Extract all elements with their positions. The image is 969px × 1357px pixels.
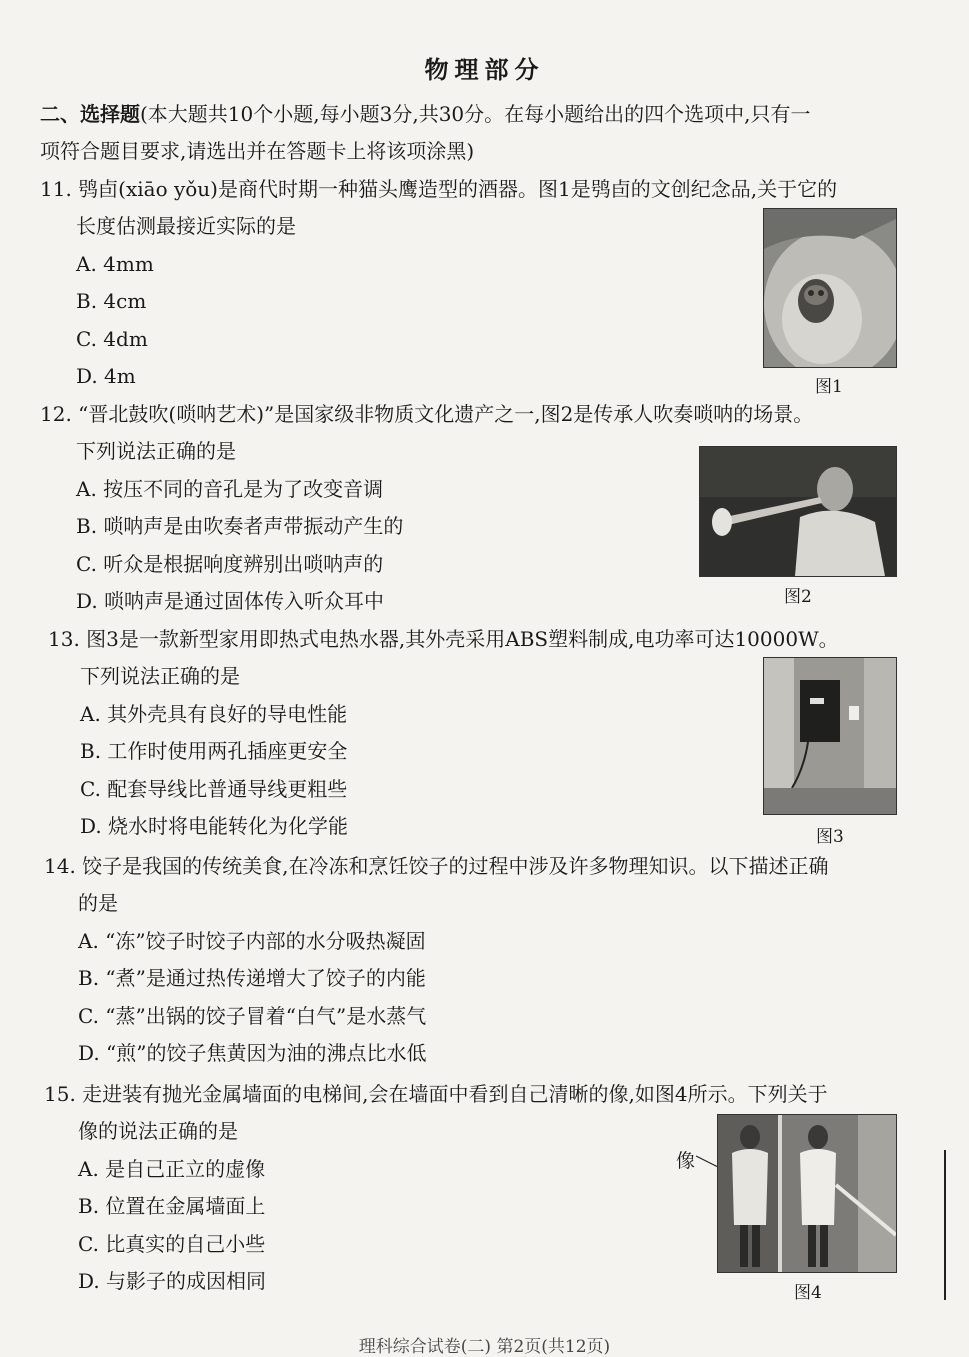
q13-option-d: D. 烧水时将电能转化为化学能 — [80, 814, 349, 838]
q14-option-b: B. “煮”是通过热传递增大了饺子的内能 — [78, 966, 426, 990]
figure-4-caption: 图4 — [794, 1283, 822, 1303]
section-intro-line2: 项符合题目要求,请选出并在答题卡上将该项涂黑) — [40, 139, 475, 163]
q12-option-c: C. 听众是根据响度辨别出唢呐声的 — [76, 552, 384, 576]
q15-option-a: A. 是自己正立的虚像 — [78, 1157, 266, 1181]
figure-2-caption: 图2 — [784, 587, 812, 607]
q14-option-d: D. “煎”的饺子焦黄因为油的沸点比水低 — [78, 1041, 427, 1065]
figure-1-photo — [763, 208, 897, 368]
q15-option-c: C. 比真实的自己小些 — [78, 1232, 266, 1256]
q12-stem-line2: 下列说法正确的是 — [76, 439, 236, 463]
section-heading: 二、选择题 — [40, 102, 140, 126]
q11-option-a: A. 4mm — [76, 252, 154, 276]
q14-option-c: C. “蒸”出锅的饺子冒着“白气”是水蒸气 — [78, 1004, 427, 1028]
figure-4-image-label: 像 — [676, 1150, 696, 1172]
q13-stem-line2: 下列说法正确的是 — [80, 664, 240, 688]
figure-2-photo — [699, 446, 897, 577]
page-footer: 理科综合试卷(二) 第2页(共12页) — [358, 1337, 611, 1357]
q11-stem-line1: 11. 鸮卣(xiāo yǒu)是商代时期一种猫头鹰造型的酒器。图1是鸮卣的文创纪念品,关于它的 — [40, 177, 838, 201]
page-title: 物理部分 — [424, 55, 545, 84]
q11-stem-line2: 长度估测最接近实际的是 — [76, 214, 296, 238]
q14-stem-line1: 14. 饺子是我国的传统美食,在冷冻和烹饪饺子的过程中涉及许多物理知识。以下描述正确 — [44, 854, 829, 878]
figure-3-photo — [763, 657, 897, 815]
figure-1-caption: 图1 — [815, 377, 843, 397]
page-edge-mark — [944, 1150, 946, 1300]
q13-option-b: B. 工作时使用两孔插座更安全 — [80, 739, 348, 763]
q15-option-b: B. 位置在金属墙面上 — [78, 1194, 266, 1218]
q14-option-a: A. “冻”饺子时饺子内部的水分吸热凝固 — [78, 929, 426, 953]
q12-stem-line1: 12. “晋北鼓吹(唢呐艺术)”是国家级非物质文化遗产之一,图2是传承人吹奏唢呐的场景。 — [40, 402, 814, 426]
q11-option-d: D. 4m — [76, 364, 136, 388]
q12-option-d: D. 唢呐声是通过固体传入听众耳中 — [76, 589, 385, 613]
q13-option-c: C. 配套导线比普通导线更粗些 — [80, 777, 348, 801]
section-intro-text: (本大题共10个小题,每小题3分,共30分。在每小题给出的四个选项中,只有一 — [140, 102, 811, 126]
q14-stem-line2: 的是 — [78, 891, 118, 915]
q12-option-b: B. 唢呐声是由吹奏者声带振动产生的 — [76, 514, 404, 538]
q11-option-c: C. 4dm — [76, 327, 148, 351]
q15-stem-line1: 15. 走进装有抛光金属墙面的电梯间,会在墙面中看到自己清晰的像,如图4所示。下列关于 — [44, 1082, 828, 1106]
q13-stem-line1: 13. 图3是一款新型家用即热式电热水器,其外壳采用ABS塑料制成,电功率可达10000W。 — [48, 627, 839, 651]
q12-option-a: A. 按压不同的音孔是为了改变音调 — [76, 477, 384, 501]
figure-4-photo — [717, 1114, 897, 1273]
q13-option-a: A. 其外壳具有良好的导电性能 — [80, 702, 348, 726]
figure-3-caption: 图3 — [816, 827, 844, 847]
section-intro-line1 — [40, 100, 811, 128]
q15-option-d: D. 与影子的成因相同 — [78, 1269, 267, 1293]
q15-stem-line2: 像的说法正确的是 — [78, 1119, 238, 1143]
q11-option-b: B. 4cm — [76, 289, 147, 313]
